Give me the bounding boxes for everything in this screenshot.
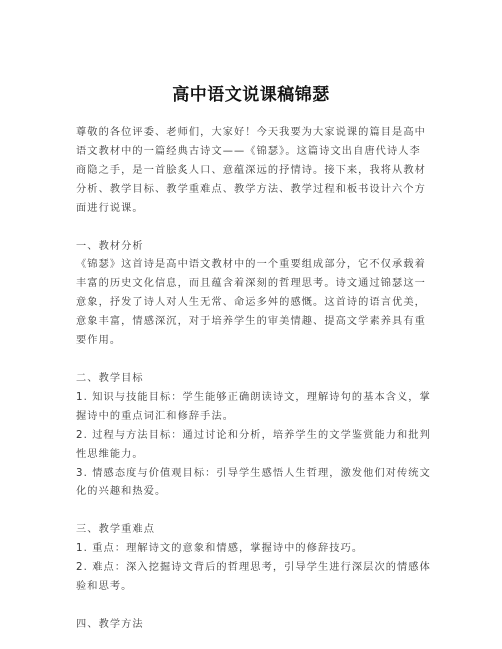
intro-paragraph: 尊敬的各位评委、老师们，大家好！今天我要为大家说课的篇目是高中语文教材中的一篇经典古诗文——《锦瑟》。这篇诗文出自唐代诗人李商隐之手，是一首脍炙人口、意蕴深远的抒情诗。接下来，我将从教材分析、教学目标、教学重难点、教学方法、教学过程和板书设计六个方面进行说课。 [76, 127, 426, 214]
document-body [76, 124, 432, 635]
section-heading-textbook-analysis: 一、教材分析 [76, 240, 144, 252]
difficult-point-item: 2. 难点：深入挖掘诗文背后的哲理思考，引导学生进行深层次的情感体验和思考。 [76, 562, 431, 593]
textbook-analysis-paragraph: 《锦瑟》这首诗是高中语文教材中的一个重要组成部分，它不仅承载着丰富的历史文化信息，而且蕴含着深刻的哲理思考。诗文通过锦瑟这一意象，抒发了诗人对人生无常、命运多舛的感慨。这首诗的语言优美，意象丰富，情感深沉，对于培养学生的审美情趣、提高文学素养具有重要作用。 [76, 259, 426, 347]
goal-item-emotion: 3. 情感态度与价值观目标：引导学生感悟人生哲理，激发他们对传统文化的兴趣和热爱。 [76, 467, 431, 498]
key-point-item: 1. 重点：理解诗文的意象和情感，掌握诗中的修辞技巧。 [76, 543, 364, 555]
goal-item-knowledge: 1. 知识与技能目标：学生能够正确朗读诗文，理解诗句的基本含义，掌握诗中的重点词汇和修辞手法。 [76, 391, 431, 422]
goal-item-process: 2. 过程与方法目标：通过讨论和分析，培养学生的文学鉴赏能力和批判性思维能力。 [76, 429, 431, 460]
section-heading-teaching-goals: 二、教学目标 [76, 372, 144, 384]
section-heading-teaching-methods: 四、教学方法 [76, 618, 144, 630]
page-title: 高中语文说课稿锦瑟 [172, 85, 330, 105]
section-heading-key-points: 三、教学重难点 [76, 524, 156, 536]
